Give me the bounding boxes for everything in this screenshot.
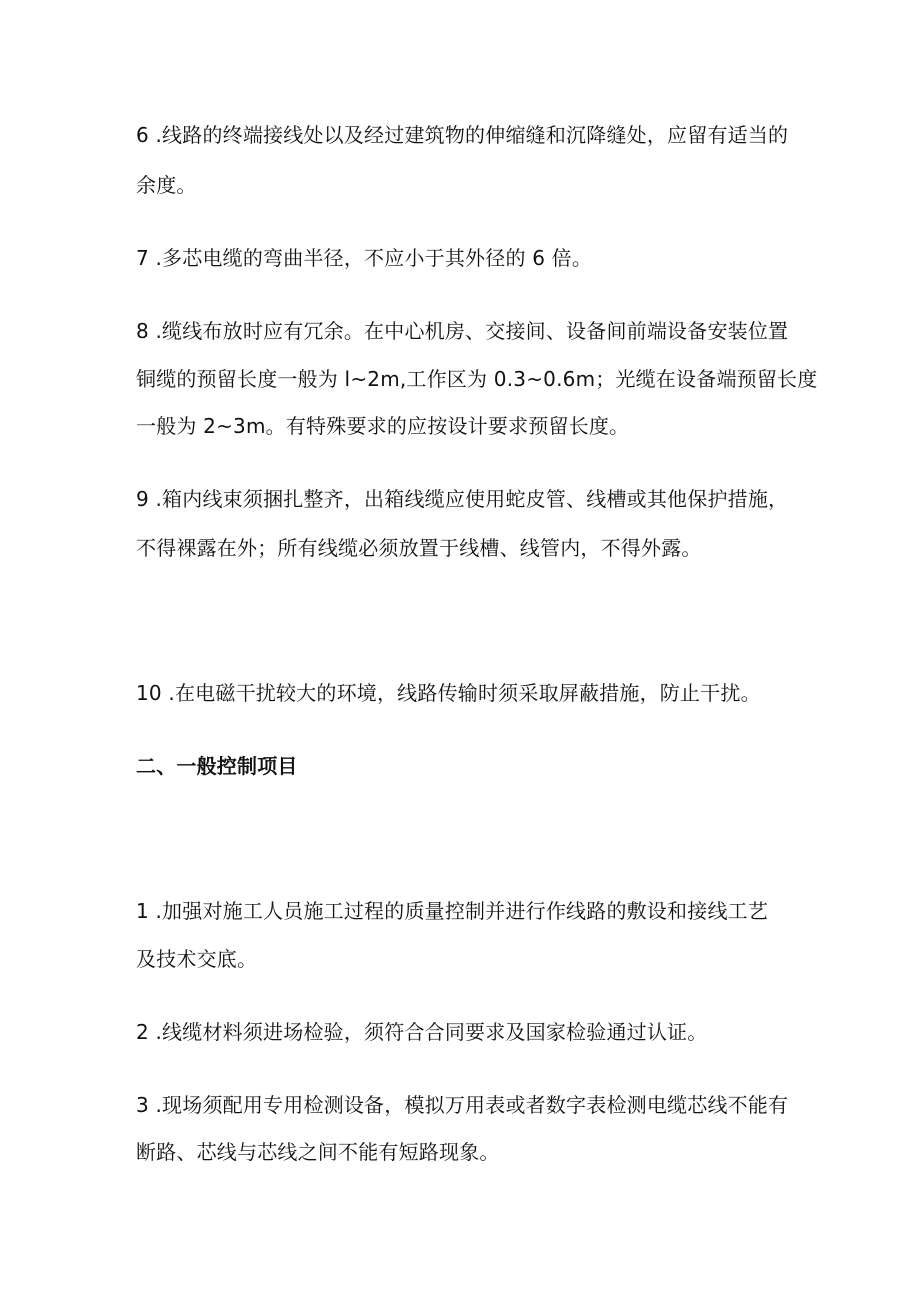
item-9-line-2: 不得裸露在外；所有线缆必须放置于线槽、线管内，不得外露。 bbox=[136, 536, 702, 560]
item-8-line-2: 铜缆的预留长度一般为 l~2m,工作区为 0.3~0.6m；光缆在设备端预留长度 bbox=[136, 367, 818, 391]
item-7-line-1: 7 .多芯电缆的弯曲半径，不应小于其外径的 6 倍。 bbox=[136, 246, 593, 270]
item-9-line-1: 9 .箱内线束须捆扎整齐，出箱线缆应使用蛇皮管、线槽或其他保护措施， bbox=[136, 487, 789, 511]
control-item-3-line-2: 断路、芯线与芯线之间不能有短路现象。 bbox=[136, 1140, 500, 1164]
control-item-2-line-1: 2 .线缆材料须进场检验，须符合合同要求及国家检验通过认证。 bbox=[136, 1020, 708, 1044]
item-8-line-3: 一般为 2~3m。有特殊要求的应按设计要求预留长度。 bbox=[136, 414, 630, 438]
item-6-line-1: 6 .线路的终端接线处以及经过建筑物的伸缩缝和沉降缝处，应留有适当的 bbox=[136, 123, 789, 147]
item-10-line-1: 10 .在电磁干扰较大的环境，线路传输时须采取屏蔽措施，防止干扰。 bbox=[136, 681, 761, 705]
control-item-3-line-1: 3 .现场须配用专用检测设备，模拟万用表或者数字表检测电缆芯线不能有 bbox=[136, 1093, 789, 1117]
item-6-line-2: 余度。 bbox=[136, 173, 197, 197]
control-item-1-line-1: 1 .加强对施工人员施工过程的质量控制并进行作线路的敷设和接线工艺 bbox=[136, 899, 769, 923]
item-8-line-1: 8 .缆线布放时应有冗余。在中心机房、交接间、设备间前端设备安装位置 bbox=[136, 319, 789, 343]
control-item-1-line-2: 及技术交底。 bbox=[136, 947, 258, 971]
section-heading: 二、一般控制项目 bbox=[136, 754, 298, 778]
